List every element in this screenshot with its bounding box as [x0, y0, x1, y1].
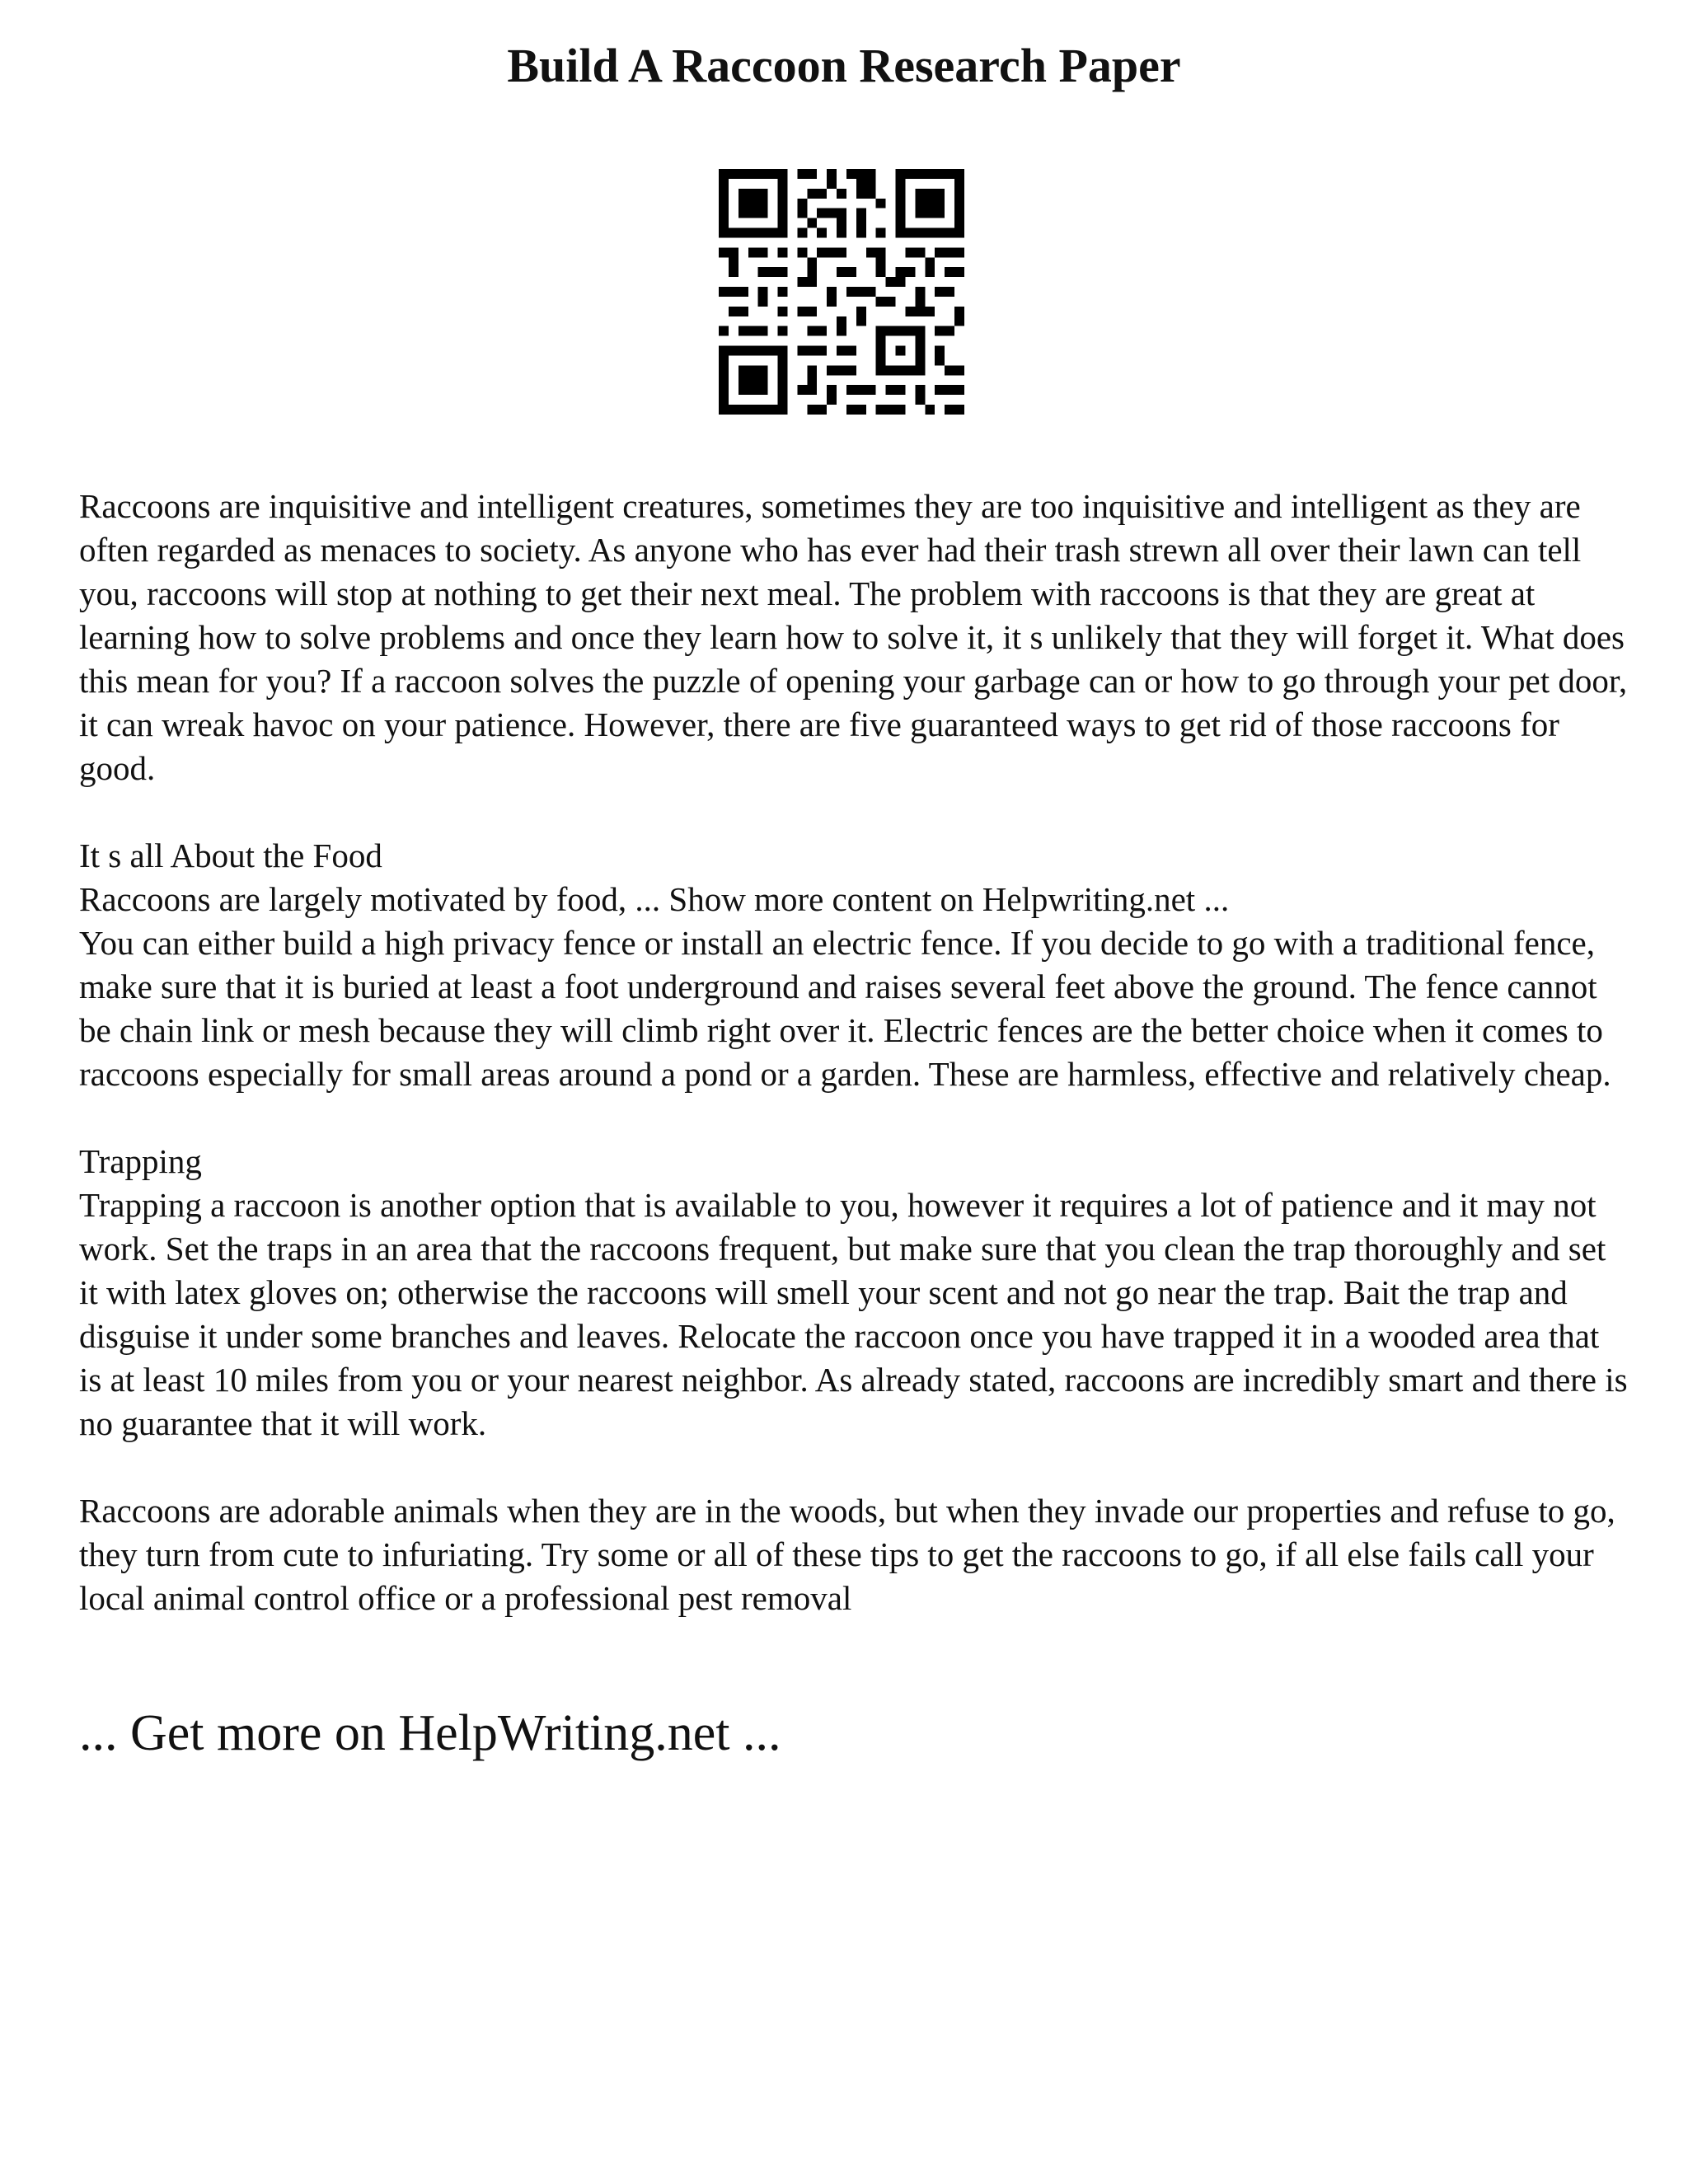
conclusion-paragraph: Raccoons are adorable animals when they are in the woods, but when they invade our properties and refuse to go, they turn from cute to infuriating. Try some or all of these tips to get the raccoons to go, if all else fails call your local animal control office or a professional pest removal [79, 1492, 1615, 1617]
section-heading-food: It s all About the Food [79, 837, 382, 874]
qr-code-icon [719, 169, 964, 415]
intro-paragraph: Raccoons are inquisitive and intelligent creatures, sometimes they are too inquisitive and intelligent as they are often regarded as menaces to society. As anyone who has ever had their trash strewn all over their lawn can tell you, raccoons will stop at nothing to get their next meal. The problem with raccoons is that they are great at learning how to solve problems and once they learn how to solve it, it s unlikely that they will forget it. What does this mean for you? If a raccoon solves the puzzle of opening your garbage can or how to go through your pet door, it can wreak havoc on your patience. However, there are five guaranteed ways to get rid of those raccoons for good. [79, 487, 1628, 787]
paragraph-spacer [79, 1096, 1629, 1140]
food-paragraph: Raccoons are largely motivated by food, ... Show more content on Helpwriting.net ... [79, 880, 1230, 918]
trapping-paragraph: Trapping a raccoon is another option that is available to you, however it requires a lot of patience and it may not work. Set the traps in an area that the raccoons frequent, but make sure that you clean the trap thoroughly and set it with latex gloves on; otherwise the raccoons will smell your scent and not go near the trap. Bait the trap and disguise it under some branches and leaves. Relocate the raccoon once you have trapped it in a wooded area that is at least 10 miles from you or your nearest neighbor. As already stated, raccoons are incredibly smart and there is no guarantee that it will work. [79, 1186, 1628, 1442]
paragraph-spacer [79, 1446, 1629, 1489]
article-body [79, 485, 1629, 1620]
section-heading-trapping: Trapping [79, 1142, 202, 1180]
page-title: Build A Raccoon Research Paper [507, 39, 1181, 92]
paragraph-spacer [79, 790, 1629, 834]
fence-paragraph: You can either build a high privacy fence or install an electric fence. If you decide to go with a traditional fence, make sure that it is buried at least a foot underground and raises several feet above the ground. The fence cannot be chain link or mesh because they will climb right over it. Electric fences are the better choice when it comes to raccoons especially for small areas around a pond or a garden. These are harmless, effective and relatively cheap. [79, 924, 1611, 1093]
get-more-link[interactable]: ... Get more on HelpWriting.net ... [79, 1705, 781, 1761]
